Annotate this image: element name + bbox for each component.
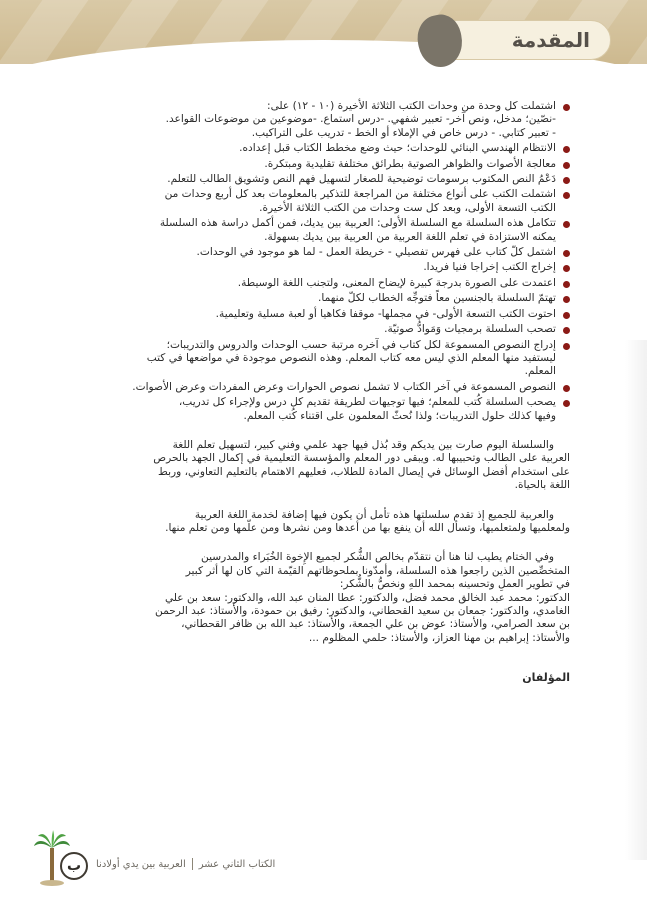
list-item: اشتملت كل وحدة من وحدات الكتب الثلاثة الأخيرة (١٠ - ١٢) على: -نصّين؛ مدخل، ونص آخر- تعبير شفهي. -درس استماع. -موضوعين من موضوعات القواعد. - تعبير كتابي. - درس خاص في الإملاء أو الخط - تدريب على التراكيب. xyxy=(100,100,570,140)
list-item: اشتمل كلّ كتاب على فهرس تفصيلي - خريطة العمل - لما هو موجود في الوحدات. xyxy=(100,246,570,259)
paragraph: والعربية للجميع إذ تقدم سلسلتها هذه تأمل أن يكون فيها إضافة لخدمة اللغة العربية ولمعلميها ولمتعلميها، وتسأل الله أن ينفع بها من أعدها ومن نشرها ومن علّمها ومن تعلم منها. xyxy=(165,508,570,534)
list-item: تصحب السلسلة برمجيات وَمَوادُّ صوتيّة. xyxy=(100,323,570,336)
footer-divider xyxy=(192,858,193,870)
list-item: دَعْمُ النص المكتوب برسومات توضيحية للصغار لتسهيل فهم النص وتشويق الطالب للتعلم. xyxy=(100,173,570,186)
page-footer xyxy=(0,830,647,900)
bullet-icon xyxy=(563,385,570,392)
page-content xyxy=(100,100,570,685)
series-title: العربية بين يدي أولادنا xyxy=(96,858,186,870)
bullet-icon xyxy=(563,192,570,199)
bullet-icon xyxy=(563,162,570,169)
list-item: يصحب السلسلة كُتب للمعلم؛ فيها توجيهات لطريقة تقديم كل درس ولإجراء كل تدريب، وفيها كذلك حلول التدريبات؛ ولذا نُحثّ المعلمون على اقتناء كُتب المعلم. xyxy=(100,396,570,423)
bullet-icon xyxy=(563,281,570,288)
list-item: الانتظام الهندسي البنائي للوحدات؛ حيث وضع مخطط الكتاب قبل إعداده. xyxy=(100,142,570,155)
list-item: تهتمّ السلسلة بالجنسين معاً فتوجِّه الخطاب لكلّ منهما. xyxy=(100,292,570,305)
bullet-icon xyxy=(563,104,570,111)
list-item: تتكامل هذه السلسلة مع السلسلة الأولى: العربية بين يديك، فمن أكمل دراسة هذه السلسلة يمكنه الاستزادة في تعلم اللغة العربية من العربية بين يديك بسهولة. xyxy=(100,217,570,244)
bullet-icon xyxy=(563,177,570,184)
list-item: النصوص المسموعة في آخر الكتاب لا تشمل نصوص الحوارات وعرض المفردات وعرض الأصوات. xyxy=(100,381,570,394)
bullet-icon xyxy=(563,296,570,303)
page-title-badge xyxy=(421,20,611,60)
page-title: المقدمة xyxy=(511,28,590,52)
list-item: إدراج النصوص المسموعة لكل كتاب في آخره مرتبة حسب الوحدات والدروس والتدريبات؛ ليستفيد منها المعلم الذي ليس معه كتاب المعلم. وهذه النصوص موجودة في مواضعها في كتب المعلم. xyxy=(100,339,570,379)
list-item: إخراج الكتب إخراجا فنيا فريدا. xyxy=(100,261,570,274)
book-title: الكتاب الثاني عشر xyxy=(198,858,276,870)
page-number: ب xyxy=(66,858,82,874)
list-item: احتوت الكتب التسعة الأولى- في مجملها- موقفا فكاهيا أو لعبة مسلية وتعليمية. xyxy=(100,308,570,321)
bullet-icon xyxy=(563,312,570,319)
footer-titles xyxy=(96,858,275,870)
paragraph: والسلسلة اليوم صارت بين يديكم وقد بُذل فيها جهد علمي وفني كبير، لتسهيل تعلم اللغة العربية على الطالب وتحبيبها له. ويبقى دور المعلم والمؤسسة التعليمية في إكمال الجهد بالحرص على استخدام أفضل الوسائل في إيصال المادة للطلاب، فعليهم الاهتمام بالتعليم التعاوني، وربط اللغة بالحياة. xyxy=(153,438,570,492)
bullet-icon xyxy=(563,221,570,228)
bullet-icon xyxy=(563,343,570,350)
list-item: اعتمدت على الصورة بدرجة كبيرة لإيضاح المعنى، ولتجنب اللغة الوسيطة. xyxy=(100,277,570,290)
bullet-icon xyxy=(563,327,570,334)
page-number-badge xyxy=(60,852,88,880)
paragraph: وفي الختام يطيب لنا هنا أن نتقدّم بخالص الشُّكر لجميع الإِخوة الخُبَراء والمدرسين المتخصِّصين الذين راجعوا هذه السلسلة، وأمدّونا بملحوظاتهم القيّمة التي كان لها أثر كبير في تطوير العملِ وتحسينه بمحمد اللهِ ونخصُّ بالشُّكر: الدكتور: محمد عبد الخالق محمد فضل، والدكتور: عطا المنان عبد الله، والدكتور: سعد بن علي الغامدي، والدكتور: جمعان بن سعيد القحطاني، والدكتور: رفيق بن حمودة، والأستاذ: عبد الرحمن بن سعد الصرامي، والأستاذ: عوض بن علي الجمعة، والأستاذ: عبد الله بن ظافر القحطاني، والأستاذ: إبراهيم بن مهنا العزاز، والأستاذ: حلمي المظلوم ... xyxy=(155,551,570,644)
page-edge-shadow xyxy=(625,340,647,860)
bullet-icon xyxy=(563,265,570,272)
authors-signature: المؤلفان xyxy=(522,671,570,685)
features-list xyxy=(100,100,570,423)
list-item: معالجة الأصوات والظواهر الصوتية بطرائق مختلفة تقليدية ومبتكرة. xyxy=(100,158,570,171)
bullet-icon xyxy=(563,400,570,407)
bullet-icon xyxy=(563,250,570,257)
bullet-icon xyxy=(563,146,570,153)
list-item: اشتملت الكتب على أنواع مختلفة من المراجعة للتذكير بالمعلومات بعد كل أربع وحدات من الكتب التسعة الأولى، وبعد كل ست وحدات من الكتب الثلاثة الأخيرة. xyxy=(100,188,570,215)
